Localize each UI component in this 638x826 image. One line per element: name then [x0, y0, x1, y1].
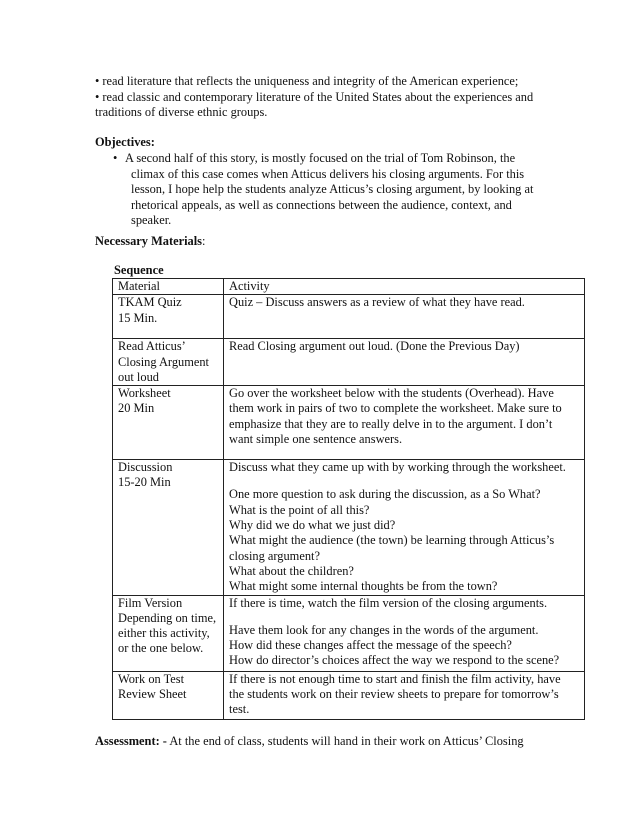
assessment-line [95, 734, 524, 749]
material-line: TKAM Quiz [118, 295, 182, 310]
standard-line-1: • read literature that reflects the uniqueness and integrity of the American experience; [95, 74, 519, 88]
table-row [113, 295, 585, 339]
material-cell [113, 386, 224, 460]
activity-line: What about the children? [229, 563, 354, 578]
objective-line: speaker. [131, 213, 172, 228]
activity-line: Go over the worksheet below with the students (Overhead). Have [229, 386, 554, 401]
table-row [113, 460, 585, 595]
activity-line: If there is not enough time to start and finish the film activity, have [229, 671, 561, 686]
header-activity: Activity [224, 279, 585, 295]
table-row [113, 386, 585, 460]
objectives-heading: Objectives: [95, 135, 155, 149]
sequence-title: Sequence [114, 263, 164, 277]
material-line: either this activity, [118, 626, 210, 641]
spacer [229, 611, 579, 623]
objective-line: climax of this case comes when Atticus delivers his closing arguments. For this [131, 166, 525, 181]
table-row [113, 595, 585, 671]
material-line: 20 Min [118, 401, 155, 416]
materials-heading-colon: : [202, 234, 206, 248]
material-line: 15 Min. [118, 310, 158, 325]
material-line: Discussion [118, 460, 173, 475]
material-cell [113, 339, 224, 386]
material-line: Closing Argument [118, 354, 209, 369]
objective-line: lesson, I hope help the students analyze Atticus’s closing argument, by looking at [131, 182, 534, 197]
activity-line: Have them look for any changes in the words of the argument. [229, 622, 539, 637]
activity-line: Quiz – Discuss answers as a review of what they have read. [229, 295, 525, 310]
activity-line: the students work on their review sheets to prepare for tomorrow’s [229, 686, 559, 701]
objective-line: rhetorical appeals, as well as connections between the audience, context, and [131, 197, 512, 212]
assessment-text: At the end of class, students will hand in their work on Atticus’ Closing [166, 734, 524, 748]
material-line: or the one below. [118, 641, 204, 656]
activity-cell [224, 460, 585, 595]
material-line: 15-20 Min [118, 475, 171, 490]
material-line: out loud [118, 369, 159, 384]
activity-line: them work in pairs of two to complete the worksheet. Make sure to [229, 401, 562, 416]
activity-line: One more question to ask during the discussion, as a So What? [229, 487, 541, 502]
material-cell [113, 595, 224, 671]
activity-line: Read Closing argument out loud. (Done the Previous Day) [229, 339, 520, 354]
activity-line: closing argument? [229, 548, 320, 563]
objective-item [113, 151, 553, 229]
material-cell [113, 460, 224, 595]
material-line: Worksheet [118, 386, 171, 401]
table-row [113, 671, 585, 719]
activity-line: test. [229, 702, 250, 717]
activity-line: want simple one sentence answers. [229, 432, 403, 447]
materials-heading-text: Necessary Materials [95, 234, 202, 248]
objective-line: A second half of this story, is mostly focused on the trial of Tom Robinson, the [125, 151, 516, 165]
activity-line: Why did we do what we just did? [229, 518, 396, 533]
activity-cell [224, 386, 585, 460]
activity-line: Discuss what they came up with by working through the worksheet. [229, 460, 566, 475]
activity-line: emphasize that they are to really delve in to the argument. I don’t [229, 416, 553, 431]
sequence-table [112, 278, 585, 720]
standard-line-2: • read classic and contemporary literature of the United States about the experiences and [95, 90, 534, 104]
material-cell [113, 295, 224, 339]
table-row [113, 339, 585, 386]
bullet-icon: • [113, 151, 118, 165]
materials-heading [95, 234, 205, 249]
material-cell [113, 671, 224, 719]
header-material: Material [113, 279, 224, 295]
standard-line-3: traditions of diverse ethnic groups. [95, 105, 268, 119]
activity-line: What might the audience (the town) be learning through Atticus’s [229, 533, 555, 548]
material-line: Read Atticus’ [118, 339, 186, 354]
assessment-heading: Assessment: - [95, 734, 167, 748]
spacer [229, 475, 579, 487]
material-line: Work on Test [118, 671, 185, 686]
activity-cell [224, 671, 585, 719]
activity-line: What might some internal thoughts be from the town? [229, 579, 498, 594]
activity-line: How do director’s choices affect the way we respond to the scene? [229, 653, 560, 668]
activity-line: If there is time, watch the film version of the closing arguments. [229, 595, 548, 610]
activity-line: What is the point of all this? [229, 502, 370, 517]
activity-line: How did these changes affect the message of the speech? [229, 638, 512, 653]
material-line: Film Version [118, 595, 183, 610]
activity-cell [224, 339, 585, 386]
activity-cell [224, 295, 585, 339]
activity-cell [224, 595, 585, 671]
material-line: Review Sheet [118, 686, 187, 701]
table-header-row [113, 279, 585, 295]
material-line: Depending on time, [118, 610, 217, 625]
